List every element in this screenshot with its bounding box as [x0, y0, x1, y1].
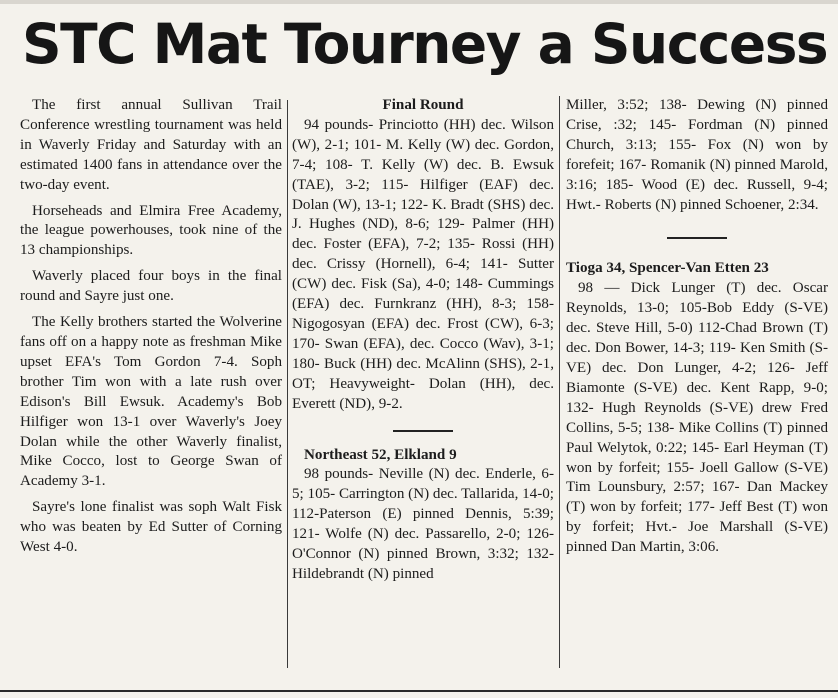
paragraph-intro: The first annual Sullivan Trail Conference wrestling tournament was held in Waverly Friday and Saturday with an estimated 1400 fans in attendance over the two-day event.: [20, 97, 282, 193]
paragraph-kelly-brothers: The Kelly brothers started the Wolverine fans off on a happy note as freshman Mike upset EFA's Tom Gordon 7-4. Soph brother Tim won with a late rush over Edison's Bill Ewsuk. Academy's Bob Hilfiger won 13-1 over Waverly's Joey Dolan while the other Waverly finalist, Mike Cocco, lost to George Swan of Academy 3-1.: [20, 314, 282, 490]
column-divider-2: [559, 96, 560, 668]
northeast-results: 98 pounds- Neville (N) dec. Enderle, 6-5; 105- Carrington (N) dec. Tallarida, 14-0; 112-Paterson (E) pinned Dennis, 5:39; 121- Wolfe (N) dec. Passarello, 2-0; 126- O'Connor (N) pinned Brown, 3:32; 132- Hildebrandt (N) pinned: [292, 466, 554, 582]
column-3: [566, 96, 828, 558]
headline: STC Mat Tourney a Success: [22, 12, 828, 76]
final-round-heading: Final Round: [382, 97, 464, 113]
northeast-heading: Northeast 52, Elkland 9: [304, 446, 457, 463]
column-divider-1: [287, 100, 288, 668]
tioga-heading: Tioga 34, Spencer-Van Etten 23: [566, 260, 769, 277]
column-2: [292, 96, 554, 585]
top-border: [0, 0, 838, 4]
bottom-border: [0, 690, 838, 692]
section-rule: [667, 237, 727, 239]
tioga-results: 98 — Dick Lunger (T) dec. Oscar Reynolds, 13-0; 105-Bob Eddy (S-VE) dec. Steve Hill, 5-0) 112-Chad Brown (T) dec. Don Bower, 14-3; 119- Ken Smith (S-VE) dec. Don Lunger, 4-2; 126- Jeff Biamonte (S-VE) dec. Kent Rapp, 9-0; 132- Hugh Reynolds (S-VE) drew Fred Collins, 5-5; 138- Mike Collins (T) pinned Paul Welytok, 0:22; 145- Earl Heyman (T) won by forfeit; 155- Joell Gallow (S-VE) Tim Lounsbury, 2:57; 167- Dan Mackey (T) won by forfeit; 177- Jeff Best (T) won by forfeit; Hvt.- Joe Marshall (S-VE) pinned Dan Martin, 3:06.: [566, 280, 828, 556]
final-round-results: 94 pounds- Princiotto (HH) dec. Wilson (W), 2-1; 101- M. Kelly (W) dec. Gordon, 7-4; 108- T. Kelly (W) dec. B. Ewsuk (TAE), 3-2; 115- Hilfiger (EAF) dec. Dolan (W), 13-1; 122- K. Bradt (SHS) dec. J. Hughes (ND), 8-6; 129- Palmer (HH) dec. Foster (EFA), 7-2; 135- Rossi (HH) dec. Crissy (Hornell), 6-4; 141- Sutter (CW) dec. Fisk (Sa), 4-0; 148- Cummings (EFA) dec. Furnkranz (HH), 8-3; 158- Nigogosyan (EFA) dec. Frost (CW), 6-3; 170- Swan (EFA), dec. Cocco (Wav), 3-1; 180- Buck (HH) dec. McAlinn (SHS), 2-1, OT; Heavyweight- Dolan (HH), dec. Everett (ND), 9-2.: [292, 116, 554, 412]
continued-results: Miller, 3:52; 138- Dewing (N) pinned Crise, :32; 145- Fordman (N) pinned Church, 3:13; 155- Fox (N) won by forefeit; 167- Romanik (N) pinned Marold, 3:16; 185- Wood (E) dec. Russell, 9-4; Hwt.- Roberts (N) pinned Schoener, 2:34.: [566, 97, 828, 213]
column-1: [20, 96, 282, 564]
paragraph-waverly: Waverly placed four boys in the final round and Sayre just one.: [20, 268, 282, 305]
paragraph-sayre: Sayre's lone finalist was soph Walt Fisk who was beaten by Ed Sutter of Corning West 4-0.: [20, 499, 282, 556]
section-rule: [393, 430, 453, 432]
paragraph-powerhouses: Horseheads and Elmira Free Academy, the league powerhouses, took nine of the 13 championships.: [20, 202, 282, 259]
